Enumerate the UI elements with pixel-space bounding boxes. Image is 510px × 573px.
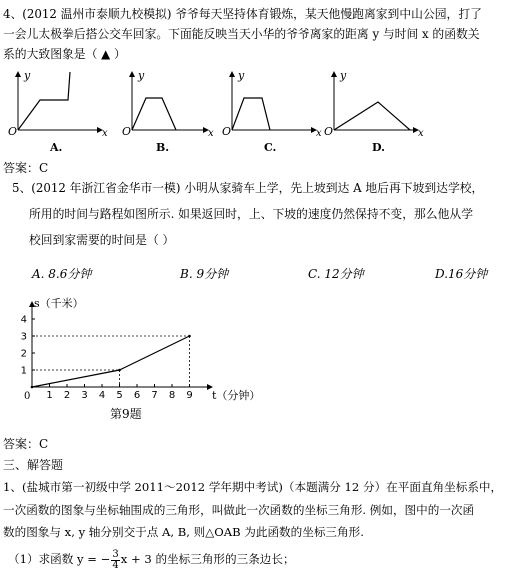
section3-sub1 [8, 548, 295, 571]
chart-x-tick-label: 7 [151, 390, 158, 401]
q4-line2: 一会儿太极拳后搭公交车回家。下面能反映当天小华的爷爷离家的距离 y 与时间 x 的函数关 [3, 27, 480, 41]
chart-x-tick-label: 5 [116, 390, 123, 401]
graph-b-xlabel: x [208, 128, 214, 139]
graph-d-xlabel: x [418, 128, 424, 139]
section3-q1-line1: 1、(盐城市第一初级中学 2011～2012 学年期中考试)（本题满分 12 分）在平面直角坐标系中， [3, 480, 503, 494]
chart-series-line [32, 336, 190, 387]
chart-x-tick-label: 8 [168, 390, 176, 401]
graph-d-origin: O [324, 125, 334, 138]
sub1-prefix: （1）求函数 y = − [8, 552, 111, 566]
q5-option-b: B. 9分钟 [180, 267, 229, 281]
q5-option-c: C. 12分钟 [308, 267, 364, 281]
chart-x-tick-label: 3 [81, 390, 88, 401]
sub1-suffix: x + 3 的坐标三角形的三条边长； [120, 552, 295, 566]
q5-answer: 答案：C [3, 437, 49, 451]
q4-line1: 4、(2012 温州市泰顺九校模拟) 爷爷每天坚持体育锻炼，某天他慢跑离家到中山公园，打了 [3, 7, 482, 21]
q4-answer: 答案：C [3, 161, 49, 175]
graph-a-xlabel: x [102, 128, 108, 139]
chart-y-tick-label: 1 [20, 365, 27, 377]
graph-a-origin: O [8, 125, 18, 138]
chart-y-tick-label: 4 [20, 314, 27, 326]
graph-c-xlabel: x [316, 128, 322, 139]
graph-d-ylabel: y [340, 69, 347, 82]
chart-point [31, 386, 34, 389]
q5-option-a: A. 8.6分钟 [32, 267, 92, 281]
chart-ylabel: s（千米） [34, 297, 84, 310]
section3-heading: 三、解答题 [3, 458, 64, 472]
graph-b-origin: O [122, 125, 132, 138]
graph-a-ylabel: y [24, 69, 31, 82]
chart-x-tick-label: 9 [186, 390, 193, 401]
chart-x-tick-label: 2 [63, 390, 71, 401]
chart-x-tick-label: 6 [133, 390, 141, 401]
graph-b-ylabel: y [138, 69, 145, 82]
q4-line3: 系的大致图象是（ ▲ ） [3, 47, 126, 61]
chart-xlabel: t（分钟） [212, 389, 261, 402]
section3-q1-line3: 数的图象与 x, y 轴分别交于点 A, B, 则△OAB 为此函数的坐标三角形. [3, 525, 364, 539]
graph-d-label: D. [372, 141, 385, 154]
chart-origin: 0 [24, 391, 31, 402]
q5-line2: 所用的时间与路程如图所示. 如果返回时，上、下坡的速度仍然保持不变，那么他从学 [29, 207, 473, 221]
chart-x-tick-label: 1 [46, 390, 53, 401]
chart-point [188, 335, 191, 338]
q5-option-d: D.16分钟 [435, 267, 488, 281]
chart-y-tick-label: 3 [20, 331, 27, 343]
chart-y-tick-label: 2 [20, 348, 27, 360]
graph-c-label: C. [264, 141, 277, 154]
q5-line1: 5、(2012 年浙江省金华市一模) 小明从家骑车上学，先上坡到达 A 地后再下坡到达学校， [12, 181, 484, 195]
sub1-fraction-num: 3 [112, 548, 119, 560]
graph-c-origin: O [222, 125, 232, 138]
graph-c-ylabel: y [238, 69, 245, 82]
q5-line3: 校回到家需要的时间是（ ） [29, 233, 175, 247]
chart-point [118, 369, 121, 372]
sub1-fraction-den: 4 [112, 559, 119, 571]
graph-a-label: A. [50, 141, 63, 154]
sub1-fraction [111, 550, 119, 571]
graph-b-label: B. [156, 141, 170, 154]
chart-x-tick-label: 4 [98, 390, 106, 401]
chart-title: 第9题 [110, 407, 142, 421]
section3-q1-line2: 一次函数的图象与坐标轴围成的三角形，叫做此一次函数的坐标三角形. 例如，图中的一次函 [3, 503, 475, 517]
